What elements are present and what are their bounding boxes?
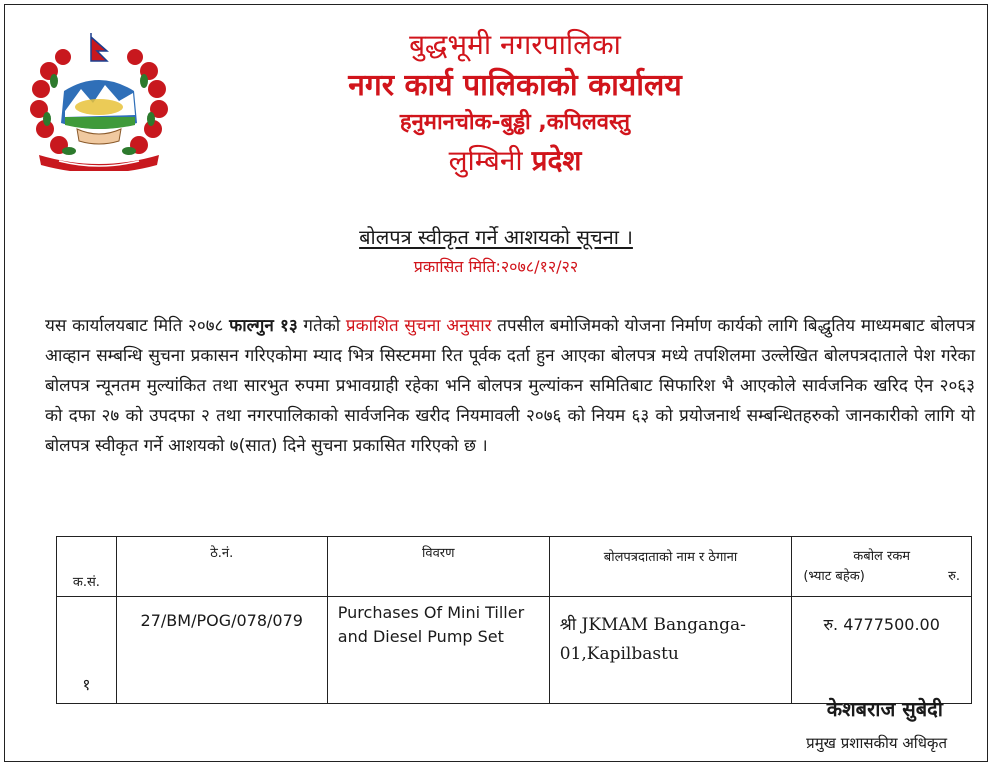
body-day: १३ xyxy=(273,316,298,336)
amount-sub-left: (भ्याट बहेक) xyxy=(803,568,865,584)
row-ref: 27/BM/POG/078/079 xyxy=(116,597,327,704)
col-header-desc: विवरण xyxy=(327,537,549,597)
row-sn: १ xyxy=(57,597,117,704)
col-header-amount xyxy=(792,537,972,597)
body-connector: गतेको xyxy=(297,316,346,336)
col-header-ref: ठे.नं. xyxy=(116,537,327,597)
row-bidder: श्री JKMAM Banganga-01,Kapilbastu xyxy=(549,597,792,704)
nepal-government-emblem-icon xyxy=(19,31,179,171)
signatory-title: प्रमुख प्रशासकीय अधिकृत xyxy=(806,734,947,752)
notice-title xyxy=(5,223,987,250)
col-header-sn: क.सं. xyxy=(57,537,117,597)
notice-body xyxy=(45,311,975,461)
table-header-row xyxy=(57,537,972,597)
body-highlight: प्रकाशित सुचना अनुसार xyxy=(345,316,492,336)
col-header-bidder: बोलपत्रदाताको नाम र ठेगाना xyxy=(549,537,792,597)
body-main: तपसील बमोजिमको योजना निर्माण कार्यको लागि बिद्धुतिय माध्यमबाट बोलपत्र आव्हान सम्बन्धि सुचना प्रकासन गरिएकोमा म्याद भित्र सिस्टममा रित पूर्वक दर्ता हुन आएका बोलपत्र मध्ये तपशिलमा उल्लेखित बोलपत्रदाताले पेश गरेका बोलपत्र न्यूनतम मुल्यांकित तथा सारभुत रुपमा प्रभावग्राही रहेका भनि बोलपत्र मुल्यांकन समितिबाट सिफारिश भै आएकोले सार्वजनिक खरिद ऐन २०६३ को दफा २७ को उपदफा २ तथा नगरपालिकाको सार्वजनिक खरीद नियमावली २०७६ को नियम ६३ को प्रयोजनार्थ सम्बन्धितहरुको जानकारीको लागि यो बोलपत्र स्वीकृत गर्ने आशयको ७(सात) दिने सुचना प्रकासित गरिएको छ । xyxy=(45,316,975,456)
signatory-name: केशबराज सुबेदी xyxy=(826,697,943,721)
body-month: फाल्गुन xyxy=(229,316,274,336)
province-name: लुम्बिनी xyxy=(448,144,532,177)
row-desc: Purchases Of Mini Tiller and Diesel Pump Set xyxy=(327,597,549,704)
notice-page xyxy=(4,4,988,762)
published-date: प्रकासित मिति:२०७८/१२/२२ xyxy=(413,257,579,276)
municipality-name: बुद्धभूमी नगरपालिका xyxy=(409,28,621,61)
office-name: नगर कार्य पालिकाको कार्यालय xyxy=(348,68,682,103)
province-line xyxy=(205,141,825,179)
body-intro: यस कार्यालयबाट मिति २०७८ xyxy=(45,316,230,336)
row-amount: रु. 4777500.00 xyxy=(792,597,972,704)
province-word: प्रदेश xyxy=(531,144,582,177)
amount-title: कबोल रकम xyxy=(853,548,911,564)
amount-sub-right: रु. xyxy=(948,568,960,584)
table-row xyxy=(57,597,972,704)
office-address: हनुमानचोक-बुड्ढी ,कपिलवस्तु xyxy=(399,110,631,135)
notice-title-text: बोलपत्र स्वीकृत गर्ने आशयको सूचना । xyxy=(359,225,633,249)
bid-table xyxy=(56,536,972,704)
